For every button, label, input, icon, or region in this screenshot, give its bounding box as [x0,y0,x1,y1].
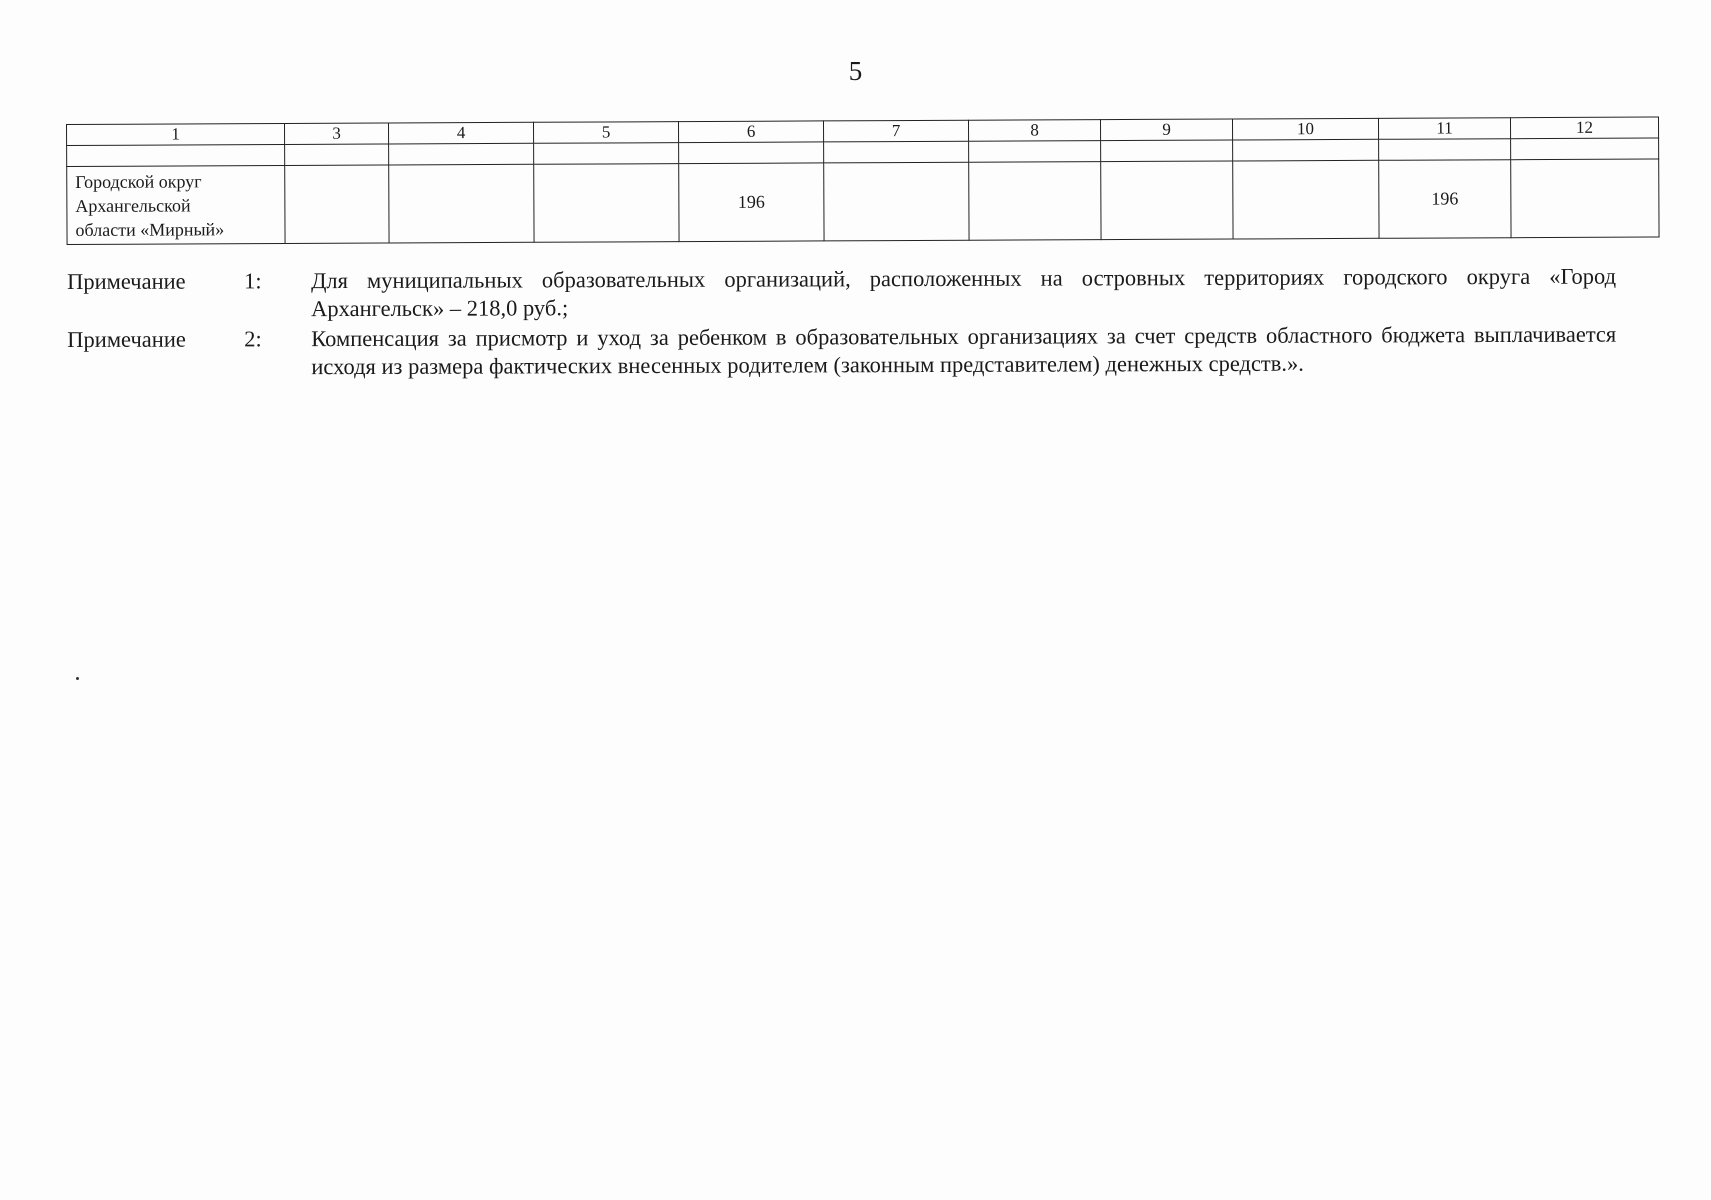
blank-cell [1511,138,1659,160]
blank-cell [1101,140,1233,162]
note-number: 2: [244,326,262,352]
blank-cell [534,143,679,165]
blank-cell [285,144,389,165]
column-header: 12 [1510,117,1658,139]
blank-cell [1233,139,1379,161]
column-header: 7 [823,120,968,142]
column-header: 10 [1232,118,1378,140]
value-cell [1511,159,1659,238]
scan-speck [76,677,79,680]
blank-cell [389,143,534,165]
value-cell: 196 [679,163,824,242]
column-header: 1 [67,123,285,145]
value-cell [824,162,969,241]
notes-section [67,263,1616,384]
value-cell [534,164,679,243]
blank-cell [67,144,285,166]
column-header: 8 [968,120,1100,142]
table-row [67,159,1659,245]
note-item [67,263,1616,324]
value-cell [969,162,1101,241]
column-header: 6 [678,121,823,143]
region-name-cell: Городской округ Архангельской области «Мирный» [67,165,285,244]
value-cell: 196 [1379,160,1511,239]
note-text: Для муниципальных образовательных организаций, расположенных на островных территориях городского округа «Город Архангельск» – 218,0 руб.; [311,263,1617,322]
column-header: 9 [1100,119,1232,141]
column-header: 3 [284,123,388,144]
blank-cell [824,141,969,163]
page-number: 5 [848,56,863,86]
blank-cell [679,142,824,164]
note-label: Примечание [67,326,186,352]
column-header: 4 [388,122,533,144]
column-header: 5 [533,122,678,144]
blank-cell [1379,139,1511,161]
note-label: Примечание [67,268,186,294]
blank-cell [969,141,1101,163]
note-number: 1: [244,268,262,294]
note-item [67,321,1616,382]
value-cell [1233,160,1379,239]
note-text: Компенсация за присмотр и уход за ребенком в образовательных организациях за счет средств областного бюджета выплачивается исходя из размера фактических внесенных родителем (законным представителем) денежных средств.». [311,321,1617,380]
value-cell [285,165,389,243]
data-table [66,116,1660,245]
value-cell [1101,161,1233,240]
column-header: 11 [1378,118,1510,140]
value-cell [389,164,534,243]
table-container [66,116,1659,245]
